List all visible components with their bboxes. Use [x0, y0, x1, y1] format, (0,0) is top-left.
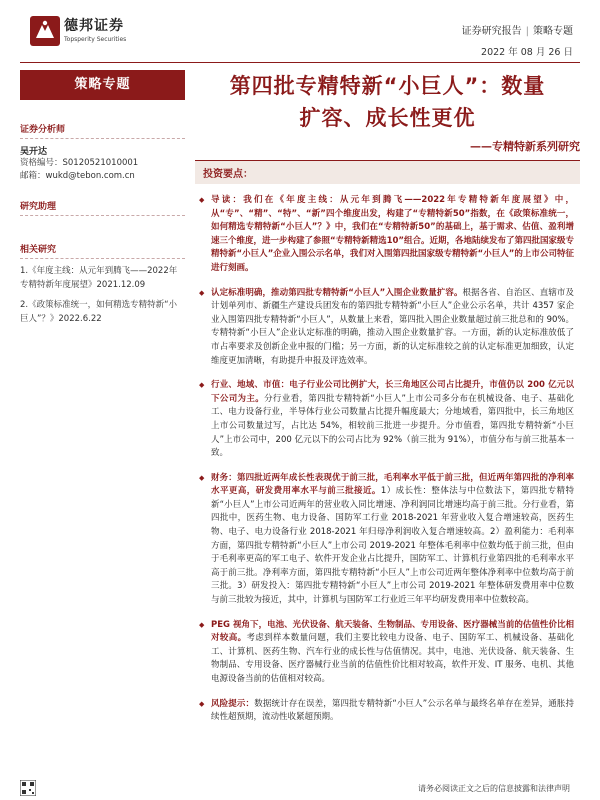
bullet-peg	[199, 619, 574, 687]
bullet-lead: 认定标准明确，推动第四批专精特新“小巨人”入围企业数量扩容。	[211, 287, 463, 298]
report-type-line: 证券研究报告 | 策略专题	[461, 26, 573, 37]
header-divider	[20, 62, 580, 63]
brand-name-en: Topsperity Securities	[64, 36, 127, 43]
title-block	[195, 70, 580, 154]
related-section	[20, 242, 185, 326]
bullet-industry	[199, 379, 574, 461]
bullet-body: 数据统计存在误差，第四批专精特新“小巨人”公示名单与最终名单存在差异，通胀持续性超预期，流动性收紧超预期。	[211, 698, 574, 723]
bullet-lead: PEG 视角下，电池、光伏设备、航天装备、生物制品、专用设备、医疗器械当前的估值性价比相对较高。	[211, 619, 574, 644]
report-date: 2022 年 08 月 26 日	[481, 47, 573, 58]
bullet-list	[195, 184, 580, 725]
page-title-line2: 扩容、成长性更优	[299, 106, 476, 130]
footer-disclaimer: 请务必阅读正文之后的信息披露和法律声明	[418, 784, 570, 793]
category-badge: 策略专题	[20, 70, 185, 100]
bullet-body: 考虑到样本数量问题，我们主要比较电力设备、电子、国防军工、机械设备、基础化工、计算机、医药生物、汽车行业的成长性与估值情况。其中，电池、光伏设备、航天装备、生物制品、专用设备、医疗器械行业当前的估值性价比相对较高，软件开发、IT 服务、电机、其他电源设备当前的估值相对较高。	[211, 633, 574, 684]
investment-points-box	[195, 160, 580, 791]
bullet-lead: 财务：第四批近两年成长性表现优于前三批，毛利率水平低于前三批，但近两年第四批的净利率水平更高，研发费用率水平与前三批接近。	[211, 472, 574, 497]
bullet-body: 1）成长性：整体法与中位数法下，第四批专精特新“小巨人”上市公司近两年的营业收入同比增速、净利润同比增速均高于前三批。分行业看，第四批中，医药生物、电力设备、国防军工行业 2018-2021 年营业收入复合增速较高，医药生物、电子、电力设备行业 2018-2021 年归母净利润收入复合增速较高。2）盈利能力：毛利率方面，第四批专精特新“小巨人”上市公司 2019-2021 年整体毛利率中位数均低于前三批，但由于毛利率更高的军工电子、软件开发企业占比提升，国防军工、计算机行业第四批的毛利率水平高于前三批。净利率方面，第四批专精特新“小巨人”上市公司近两年整体净利率中位数均高于前三批。3）研发投入：第四批专精特新“小巨人”上市公司 2019-2021 年整体研发费用率中位数与前三批较为接近，其中，计算机与国防军工行业近三年平均研发费用率中位数较高。	[211, 486, 574, 606]
analyst-cert: 资格编号：S0120521010001	[20, 158, 139, 168]
bullet-body: 分行业看，第四批专精特新“小巨人”上市公司多分布在机械设备、电子、基础化工、电力设备行业，半导体行业公司数量占比提升幅度最大；分地域看，第四批中，长三角地区上市公司数量过写，占比达 54%，相较前三批进一步提升。分市值看，第四批专精特新“小巨人”上市公司中，200 亿元以下的公司占比为 92%（前三批为 91%），市值分布与前三批基本一致。	[211, 393, 574, 459]
bullet-lead: 行业、地域、市值：电子行业公司比例扩大，长三角地区公司占比提升，市值仍以 200 亿元以下公司为主。	[211, 380, 574, 404]
sidebar	[20, 70, 185, 332]
report-type: 证券研究报告	[461, 26, 522, 37]
divider	[20, 215, 185, 216]
bullet-finance	[199, 472, 574, 608]
bullet-body: 根据各省、自治区、直辖市及计划单列市、新疆生产建设兵团发布的第四批专精特新“小巨人”企业公示名单，共计 4357 家企业入围第四批专精特新“小巨人”，从数量上来看，第四批入围企业数量超过前三批总和的 90%。专精特新“小巨人”企业认定标准的明确，推动入围企业数量扩容。一方面，新的认定标准放低了市占率要求及创新企业申报的门槛；另一方面，新的认定标准较之前的认定标准更加细致，认定维度更加清晰，有助提升申报及评选效率。	[211, 287, 574, 366]
analyst-section	[20, 122, 185, 183]
analyst-email[interactable]: 邮箱：wukd@tebon.com.cn	[20, 171, 135, 181]
bullet-lead: 风险提示：	[211, 698, 255, 709]
box-heading: 投资要点：	[195, 161, 580, 184]
page-title-line1: 第四批专精特新“小巨人”：数量	[229, 74, 546, 98]
bullet-standards	[199, 287, 574, 369]
assistant-section	[20, 199, 185, 216]
divider	[20, 138, 185, 139]
assistant-label: 研究助理	[20, 202, 57, 212]
analyst-label: 证券分析师	[20, 125, 66, 135]
related-item[interactable]: 1.《年度主线：从元年到腾飞——2022年专精特新年度展望》2021.12.09	[20, 266, 178, 290]
related-item[interactable]: 2.《政策标准统一，如何精选专精特新“小巨人”？》2022.6.22	[20, 300, 178, 324]
analyst-name: 吴开达	[20, 147, 48, 157]
company-logo-icon	[30, 16, 60, 46]
brand	[64, 15, 126, 43]
qr-code-icon	[20, 780, 36, 796]
bullet-risk	[199, 698, 574, 725]
brand-name-cn: 德邦证券	[64, 18, 124, 34]
divider	[20, 258, 185, 259]
bullet-intro	[199, 194, 574, 276]
report-category: 策略专题	[533, 26, 573, 37]
related-label: 相关研究	[20, 245, 57, 255]
bullet-lead: 导读：我们在《年度主线：从元年到腾飞——2022年专精特新年度展望》中，从“专”、“精”、“特”、“新”四个维度出发，构建了“专精特新50”指数，在《政策标准统一，如何精选专精特新“小巨人”？》中，我们在“专精特新50”的基础上，基于需求、估值、盈利增速三个维度，进一步构建了参照“专精特新精选10”组合。近期，各地陆续发布了第四批国家级专精特新“小巨人”企业入围公示名单，我们对入围第四批国家级专精特新“小巨人”的上市公司特征进行刻画。	[211, 195, 575, 273]
page-subtitle: ——专精特新系列研究	[470, 140, 580, 153]
